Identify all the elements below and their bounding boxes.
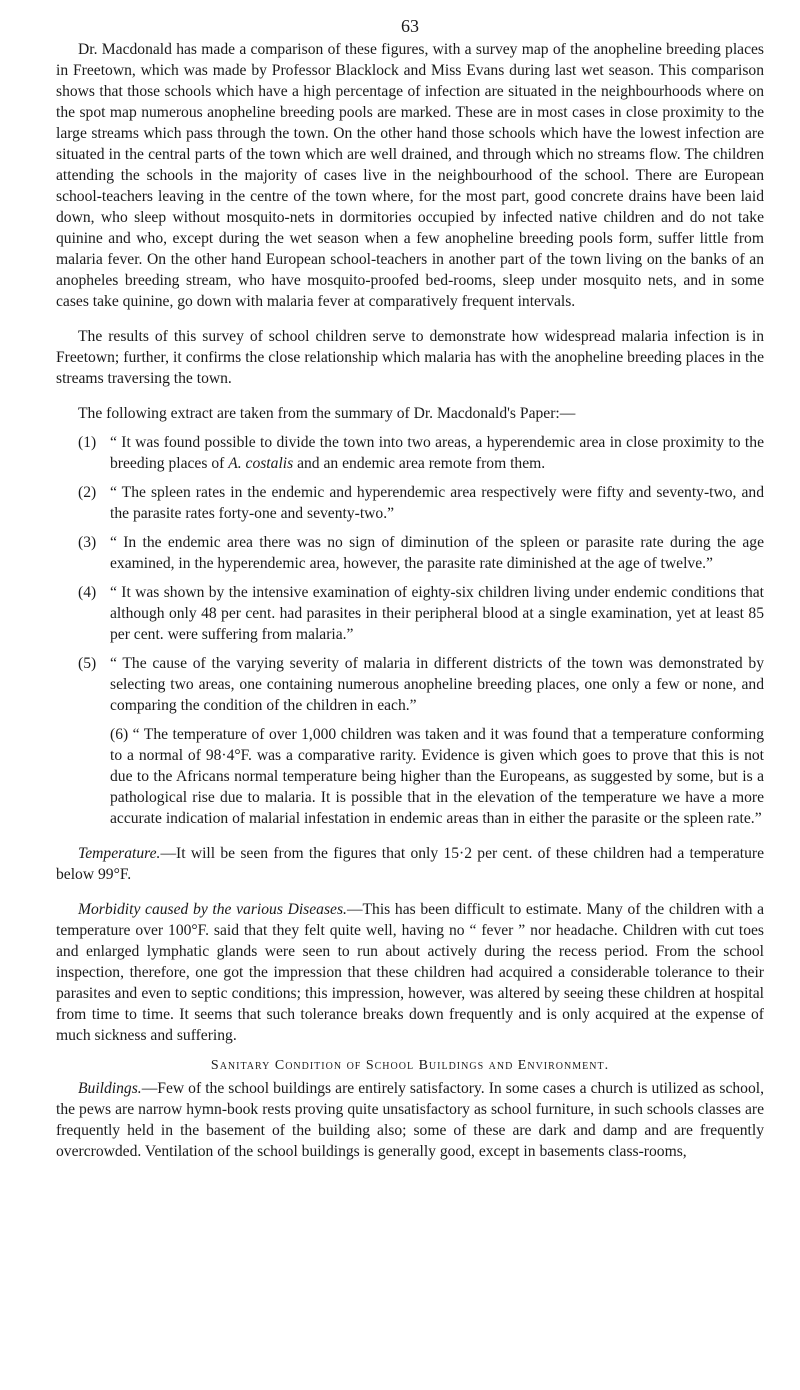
item-text: “ In the endemic area there was no sign of diminution of the spleen or parasite rate during the age examined, in the hyperendemic area, however, the parasite rate diminished at the age of twelve.” — [110, 534, 764, 572]
item-text: “ The cause of the varying severity of malaria in different districts of the town was demonstrated by selecting two areas, one containing numerous anopheline breeding places, one only a few or none, and comparing the condition of the children in each.” — [110, 655, 764, 714]
summary-item-1 — [56, 432, 764, 474]
summary-item-5 — [56, 653, 764, 716]
section-heading: Sanitary Condition of School Buildings and Environment. — [210, 1058, 610, 1073]
buildings-text: —Few of the school buildings are entirely satisfactory. In some cases a church is utilized as school, the pews are narrow hymn-book rests proving quite unsatisfactory as school furniture, in such schools classes are frequently held in the basement of the building also; some of these are dark and damp and are frequently overcrowded. Ventilation of the school buildings is generally good, except in basements class-rooms, — [56, 1080, 764, 1160]
morbidity-text: —This has been difficult to estimate. Many of the children with a temperature over 100°F. said that they felt quite well, having no “ fever ” nor headache. Children with cut toes and enlarged lymphatic glands were seen to run about actively during the recess period. From the school inspection, therefore, one got the impression that these children had acquired a considerable tolerance to their parasites and even to septic conditions; this impression, however, was altered by seeing these children at hospital from time to time. It seems that such tolerance breaks down frequently and is only acquired at the expense of much sickness and suffering. — [56, 901, 764, 1044]
item-number: (2) — [78, 484, 97, 501]
summary-list — [56, 432, 764, 829]
temperature-heading: Temperature. — [78, 845, 161, 862]
item-number: (1) — [78, 434, 97, 451]
item-text — [110, 432, 764, 474]
intro-paragraph: Dr. Macdonald has made a comparison of these figures, with a survey map of the anopheline breeding places in Freetown, which was made by Professor Blacklock and Miss Evans during last wet season. This comparison shows that those schools which have a high percentage of infection are situated in the neighbourhoods where on the spot map numerous anopheline breeding pools are marked. These are in most cases in close proximity to the large streams which pass through the town. On the other hand those schools which have the lowest infection are situated in the central parts of the town which are well drained, and through which no streams flow. The children attending the schools in the majority of cases live in the neighbourhood of the school. There are European school-teachers leaving in the centre of the town where, for the most part, good concrete drains have been laid down, who sleep without mosquito-nets in dormitories occupied by infected native children and do not take quinine and who, except during the wet season when a few anopheline breeding pools form, suffer little from malaria fever. On the other hand European school-teachers in another part of the town living on the banks of an anopheles breeding stream, who have mosquito-proofed bed-rooms, sleep under mosquito nets, and in some cases take quinine, go down with malaria fever at comparatively frequent intervals. — [56, 41, 764, 310]
item-number: (5) — [78, 655, 97, 672]
item-text: (6) “ The temperature of over 1,000 children was taken and it was found that a temperature conforming to a normal of 98·4°F. was a comparative rarity. Evidence is given which goes to prove that this is not due to the Africans normal temperature being higher than the Europeans, as suggested by some, but is a pathological rise due to malaria. It is possible that in the elevation of the temperature we have a more accurate indication of malarial infestation in endemic areas than in either the parasite or the spleen rate.” — [110, 726, 764, 827]
item-text-before: “ It was found possible to divide the town into two areas, a hyperendemic area in close proximity to the breeding places of — [110, 434, 764, 472]
item-number: (3) — [78, 534, 97, 551]
item-text: “ It was shown by the intensive examination of eighty-six children living under endemic conditions that although only 48 per cent. had parasites in their peripheral blood at a single examination, yet at least 85 per cent. were suffering from malaria.” — [110, 584, 764, 643]
morbidity-paragraph — [56, 899, 764, 1046]
morbidity-heading: Morbidity caused by the various Diseases. — [78, 901, 347, 918]
item-number: (4) — [78, 584, 97, 601]
page-number: 63 — [401, 16, 419, 36]
buildings-heading: Buildings. — [78, 1080, 142, 1097]
summary-item-6 — [56, 724, 764, 829]
summary-item-4 — [56, 582, 764, 645]
temperature-text: —It will be seen from the figures that only 15·2 per cent. of these children had a temperature below 99°F. — [56, 845, 764, 883]
extract-intro: The following extract are taken from the summary of Dr. Macdonald's Paper:— — [78, 405, 576, 422]
item-text-after: and an endemic area remote from them. — [293, 455, 546, 472]
buildings-paragraph — [56, 1078, 764, 1162]
summary-item-2 — [56, 482, 764, 524]
temperature-paragraph — [56, 843, 764, 885]
item-text: “ The spleen rates in the endemic and hyperendemic area respectively were fifty and seventy-two, and the parasite rates forty-one and seventy-two.” — [110, 484, 764, 522]
summary-item-3 — [56, 532, 764, 574]
results-paragraph: The results of this survey of school children serve to demonstrate how widespread malaria infection is in Freetown; further, it confirms the close relationship which malaria has with the anopheline breeding places in the streams traversing the town. — [56, 328, 764, 387]
species-name: A. costalis — [228, 455, 294, 472]
